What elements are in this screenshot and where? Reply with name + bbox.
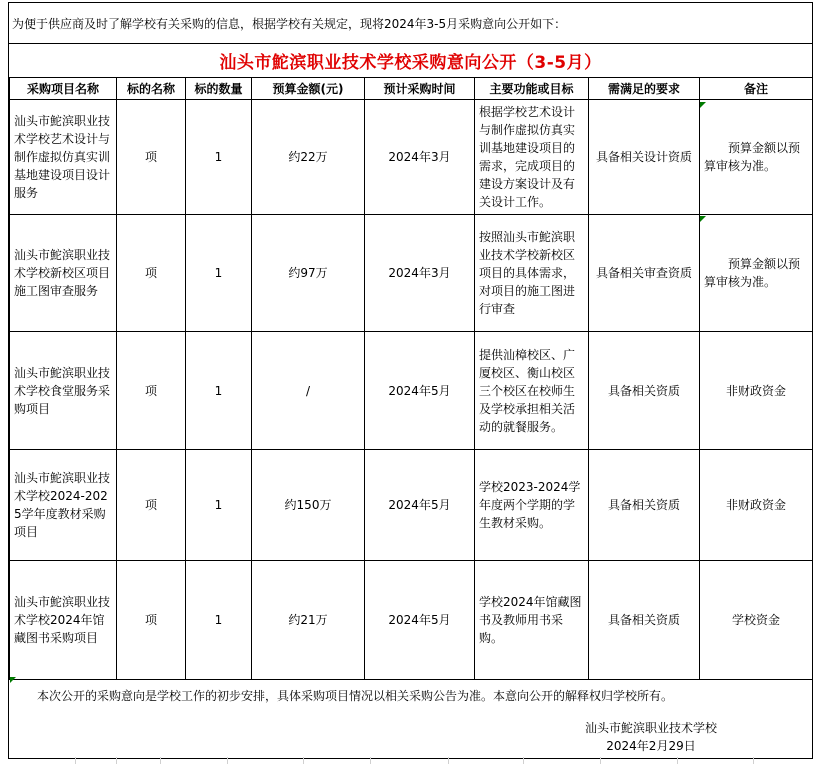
cell-project-name[interactable]: 汕头市鮀滨职业技术学校新校区项目施工图审查服务 [10,215,117,332]
error-indicator-triangle [700,102,706,108]
cell-requirement[interactable]: 具备相关资质 [589,561,700,680]
cell-budget[interactable]: / [252,332,365,450]
error-indicator-triangle [700,216,706,222]
cell-target-qty[interactable]: 1 [186,561,252,680]
gridline [677,757,678,764]
gridline [303,757,304,764]
table-row [10,100,813,215]
signature-org: 汕头市鮀滨职业技术学校 [584,721,717,736]
error-indicator-triangle [10,677,16,683]
footer-note: 本次公开的采购意向是学校工作的初步安排，具体采购项目情况以相关采购公告为准。本意向公开的解释权归学校所有。 [37,689,674,703]
procurement-disclosure-doc [8,2,813,759]
intro-text: 为便于供应商及时了解学校有关采购的信息，根据学校有关规定，现将2024年3-5月采购意向公开如下： [9,3,812,44]
gridline [523,757,524,764]
cell-time[interactable]: 2024年3月 [365,100,475,215]
cell-requirement[interactable]: 具备相关资质 [589,332,700,450]
table-row [10,215,813,332]
cell-target-name[interactable]: 项 [117,450,186,561]
cell-requirement[interactable]: 具备相关资质 [589,450,700,561]
cell-purpose[interactable]: 按照汕头市鮀滨职业技术学校新校区项目的具体需求，对项目的施工图进行审查 [475,215,589,332]
cell-remark[interactable]: 学校资金 [700,561,813,680]
cell-purpose[interactable]: 学校2023-2024学年度两个学期的学生教材采购。 [475,450,589,561]
table-row [10,332,813,450]
header-row [10,78,813,100]
cell-remark[interactable]: 非财政资金 [700,450,813,561]
gridline-strip [0,757,815,764]
cell-target-qty[interactable]: 1 [186,100,252,215]
col-header-project-name[interactable]: 采购项目名称 [10,78,117,100]
col-header-target-qty[interactable]: 标的数量 [186,78,252,100]
gridline [448,757,449,764]
cell-purpose[interactable]: 提供汕樟校区、广厦校区、衡山校区三个校区在校师生及学校承担相关活动的就餐服务。 [475,332,589,450]
procurement-table [9,77,813,680]
cell-time[interactable]: 2024年5月 [365,561,475,680]
cell-target-name[interactable]: 项 [117,100,186,215]
col-header-budget[interactable]: 预算金额(元) [252,78,365,100]
cell-purpose[interactable]: 学校2024年馆藏图书及教师用书采购。 [475,561,589,680]
cell-time[interactable]: 2024年5月 [365,450,475,561]
table-row [10,450,813,561]
cell-project-name[interactable]: 汕头市鮀滨职业技术学校食堂服务采购项目 [10,332,117,450]
cell-target-qty[interactable]: 1 [186,332,252,450]
col-header-target-name[interactable]: 标的名称 [117,78,186,100]
col-header-purchase-time[interactable]: 预计采购时间 [365,78,475,100]
page-title: 汕头市鮀滨职业技术学校采购意向公开（3-5月） [219,53,602,73]
gridline [370,757,371,764]
cell-requirement[interactable]: 具备相关审查资质 [589,215,700,332]
gridline [75,757,76,764]
cell-budget[interactable]: 约21万 [252,561,365,680]
signature-block [585,720,717,755]
gridline [600,757,601,764]
cell-requirement[interactable]: 具备相关设计资质 [589,100,700,215]
col-header-requirements[interactable]: 需满足的要求 [589,78,700,100]
cell-project-name[interactable]: 汕头市鮀滨职业技术学校2024年馆藏图书采购项目 [10,561,117,680]
cell-target-name[interactable]: 项 [117,561,186,680]
cell-project-name[interactable]: 汕头市鮀滨职业技术学校艺术设计与制作虚拟仿真实训基地建设项目设计服务 [10,100,117,215]
col-header-remarks[interactable]: 备注 [700,78,813,100]
table-row [10,561,813,680]
cell-remark[interactable]: 预算金额以预算审核为准。 [700,215,813,332]
gridline [753,757,754,764]
footer-section [9,680,812,758]
signature-date: 2024年2月29日 [606,738,696,753]
cell-budget[interactable]: 约97万 [252,215,365,332]
cell-target-qty[interactable]: 1 [186,215,252,332]
cell-time[interactable]: 2024年5月 [365,332,475,450]
cell-target-qty[interactable]: 1 [186,450,252,561]
cell-target-name[interactable]: 项 [117,332,186,450]
cell-budget[interactable]: 约22万 [252,100,365,215]
cell-remark[interactable]: 预算金额以预算审核为准。 [700,100,813,215]
cell-target-name[interactable]: 项 [117,215,186,332]
gridline [116,757,117,764]
cell-time[interactable]: 2024年3月 [365,215,475,332]
cell-project-name[interactable]: 汕头市鮀滨职业技术学校2024-2025学年度教材采购项目 [10,450,117,561]
cell-budget[interactable]: 约150万 [252,450,365,561]
cell-purpose[interactable]: 根据学校艺术设计与制作虚拟仿真实训基地建设项目的需求，完成项目的建设方案设计及有关设计工作。 [475,100,589,215]
gridline [160,757,161,764]
gridline [227,757,228,764]
cell-remark[interactable]: 非财政资金 [700,332,813,450]
col-header-purpose[interactable]: 主要功能或目标 [475,78,589,100]
